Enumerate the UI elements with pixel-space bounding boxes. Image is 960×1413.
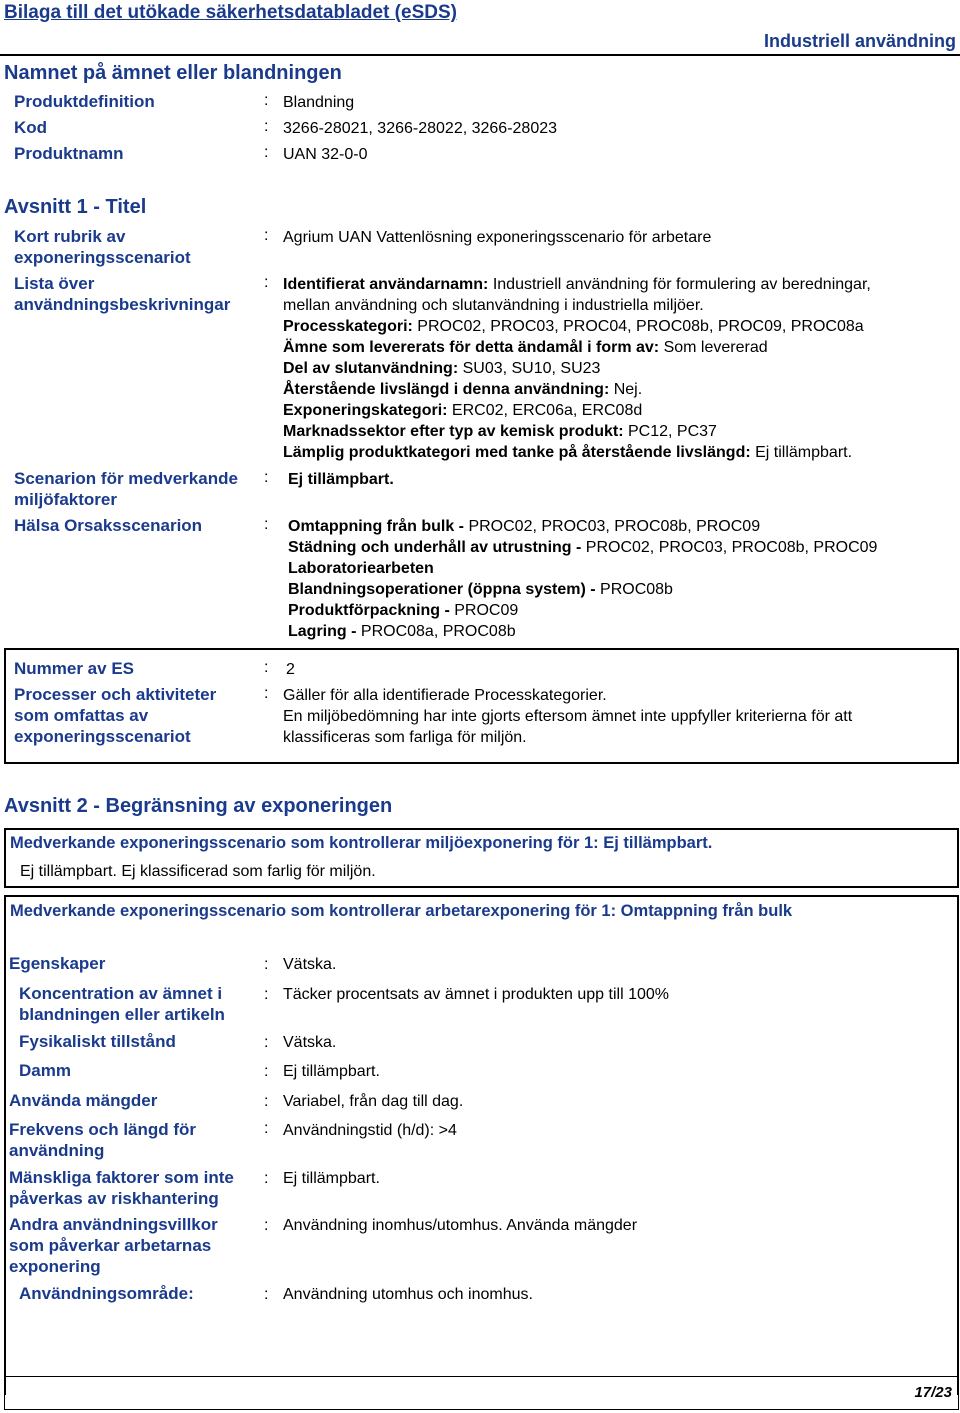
env-scenario-value: Ej tillämpbart. (288, 471, 394, 488)
footer-box (4, 1376, 959, 1410)
health-line: Lagring - PROC08a, PROC08b (288, 623, 516, 640)
document-title: Bilaga till det utökade säkerhetsdatabladet (eSDS) (4, 2, 457, 23)
use-line: mellan användning och slutanvändning i industriella miljöer. (283, 297, 704, 314)
product-name-label: Produktnamn (14, 144, 124, 163)
use-line: Processkategori: PROC02, PROC03, PROC04, PROC08b, PROC09, PROC08a (283, 318, 864, 335)
use-area-value: Användning utomhus och inomhus. (283, 1286, 533, 1303)
colon: : (264, 469, 269, 486)
health-line: Omtappning från bulk - PROC02, PROC03, PROC08b, PROC09 (288, 518, 761, 535)
colon: : (264, 1063, 269, 1080)
es-number-label: Nummer av ES (14, 659, 134, 678)
other-conditions-value: Användning inomhus/utomhus. Använda mängder (283, 1217, 638, 1234)
use-list-label: Lista över användningsbeskrivningar (14, 274, 231, 314)
colon: : (264, 1170, 269, 1187)
health-scenario-list (288, 516, 877, 642)
processes-line: Gäller för alla identifierade Processkategorier. (283, 687, 607, 704)
worker-box-right-border (957, 895, 959, 1395)
header-divider (0, 54, 960, 56)
frequency-value: Användningstid (h/d): >4 (283, 1122, 457, 1139)
identity-heading: Namnet på ämnet eller blandningen (4, 62, 342, 84)
human-factors-label: Mänskliga faktorer som inte påverkas av riskhantering (9, 1168, 234, 1208)
colon: : (264, 986, 269, 1003)
use-line: Ämne som levererats för detta ändamål i form av: Som levererad (283, 339, 768, 356)
colon: : (264, 956, 269, 973)
processes-line: En miljöbedömning har inte gjorts eftersom ämnet inte uppfyller kriterierna för att klassificeras som farliga för miljön. (283, 708, 853, 746)
colon: : (264, 144, 269, 161)
dust-label: Damm (19, 1061, 71, 1080)
colon: : (264, 227, 269, 244)
processes-value (283, 685, 933, 748)
usage-label: Industriell användning (763, 31, 956, 51)
use-line: Del av slutanvändning: SU03, SU10, SU23 (283, 360, 601, 377)
health-line: Blandningsoperationer (öppna system) - PROC08b (288, 581, 673, 598)
other-conditions-label: Andra användningsvillkor som påverkar arbetarnas exponering (9, 1215, 218, 1276)
worker-exposure-title: Medverkande exponeringsscenario som kontrollerar arbetarexponering för 1: Omtappning från bulk (10, 902, 793, 920)
health-line: Laboratoriearbeten (288, 560, 434, 577)
use-line: Exponeringskategori: ERC02, ERC06a, ERC08d (283, 402, 643, 419)
colon: : (264, 685, 269, 702)
product-definition-label: Produktdefinition (14, 92, 155, 111)
es-number-value: 2 (286, 661, 295, 678)
use-area-label: Användningsområde: (19, 1284, 194, 1303)
amounts-value: Variabel, från dag till dag. (283, 1093, 464, 1110)
product-definition-value: Blandning (283, 94, 355, 111)
code-value: 3266-28021, 3266-28022, 3266-28023 (283, 120, 558, 137)
code-label: Kod (14, 118, 48, 137)
health-line: Produktförpackning - PROC09 (288, 602, 519, 619)
health-line: Städning och underhåll av utrustning - PROC02, PROC03, PROC08b, PROC09 (288, 539, 878, 556)
health-scenario-label: Hälsa Orsaksscenarion (14, 516, 203, 535)
colon: : (264, 516, 269, 533)
colon: : (264, 92, 269, 109)
worker-box-left-border (4, 895, 6, 1395)
concentration-value: Täcker procentsats av ämnet i produkten upp till 100% (283, 986, 669, 1003)
frequency-label: Frekvens och längd för användning (9, 1120, 197, 1160)
env-exposure-title: Medverkande exponeringsscenario som kontrollerar miljöexponering för 1: Ej tillämpbart. (10, 834, 713, 852)
physical-state-value: Vätska. (283, 1034, 337, 1051)
concentration-label: Koncentration av ämnet i blandningen eller artikeln (19, 984, 225, 1024)
product-name-value: UAN 32-0-0 (283, 146, 368, 163)
dust-value: Ej tillämpbart. (283, 1063, 380, 1080)
short-title-value: Agrium UAN Vattenlösning exponeringsscenario för arbetare (283, 229, 712, 246)
colon: : (264, 274, 269, 291)
colon: : (264, 1286, 269, 1303)
properties-value: Vätska. (283, 956, 337, 973)
use-line: Lämplig produktkategori med tanke på återstående livslängd: Ej tillämpbart. (283, 444, 853, 461)
use-line: Återstående livslängd i denna användning: Nej. (283, 381, 643, 398)
processes-label: Processer och aktiviteter som omfattas av exponeringsscenariot (14, 685, 217, 746)
amounts-label: Använda mängder (9, 1091, 158, 1110)
properties-label: Egenskaper (9, 954, 106, 973)
env-scenario-label: Scenarion för medverkande miljöfaktorer (14, 469, 238, 509)
use-line: Marknadssektor efter typ av kemisk produkt: PC12, PC37 (283, 423, 717, 440)
page-number: 17/23 (914, 1384, 952, 1401)
colon: : (264, 118, 269, 135)
human-factors-value: Ej tillämpbart. (283, 1170, 380, 1187)
section2-heading: Avsnitt 2 - Begränsning av exponeringen (4, 795, 393, 817)
short-title-label: Kort rubrik av exponeringsscenariot (14, 227, 191, 267)
use-line: Identifierat användarnamn: Industriell användning för formulering av beredningar, (283, 276, 871, 293)
colon: : (264, 1034, 269, 1051)
colon: : (264, 1093, 269, 1110)
section1-heading: Avsnitt 1 - Titel (4, 196, 147, 218)
colon: : (264, 1120, 269, 1137)
use-list (283, 274, 871, 463)
colon: : (264, 659, 269, 676)
colon: : (264, 1217, 269, 1234)
env-exposure-text: Ej tillämpbart. Ej klassificerad som farlig för miljön. (20, 863, 376, 880)
physical-state-label: Fysikaliskt tillstånd (19, 1032, 176, 1051)
